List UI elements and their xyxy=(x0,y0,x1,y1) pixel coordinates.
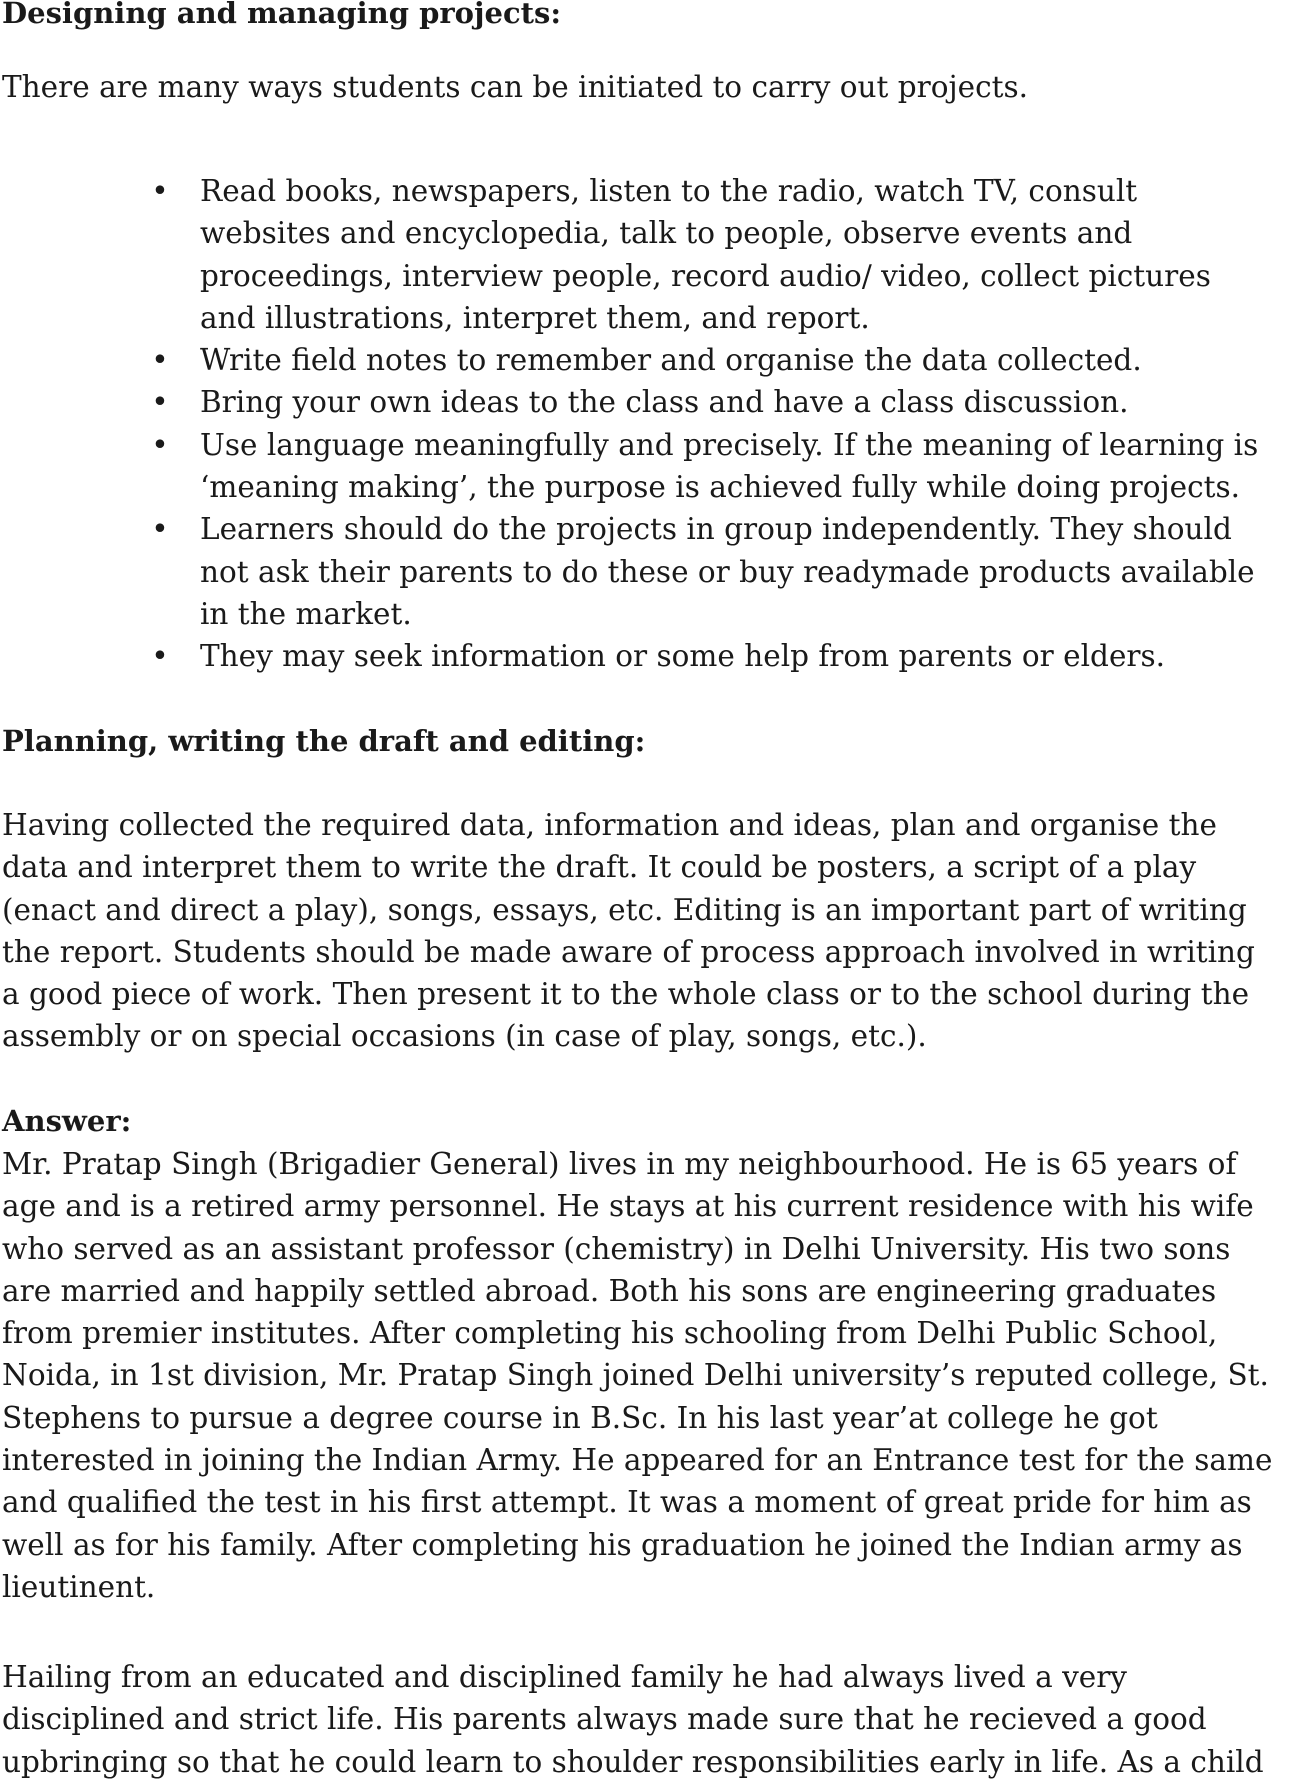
list-item-line: Learners should do the projects in group independently. They should xyxy=(200,512,1232,547)
bullet-icon: • xyxy=(151,512,169,547)
paragraph-line: Noida, in 1st division, Mr. Pratap Singh joined Delhi university’s reputed college, St. xyxy=(2,1358,1269,1393)
answer-paragraph-2 xyxy=(2,1656,1287,1783)
bullet-icon: • xyxy=(151,385,169,420)
paragraph-line: (enact and direct a play), songs, essays, etc. Editing is an important part of writing xyxy=(2,892,1247,927)
section-heading-planning: Planning, writing the draft and editing: xyxy=(2,724,646,758)
paragraph-line: who served as an assistant professor (chemistry) in Delhi University. His two sons xyxy=(2,1231,1231,1266)
paragraph-line: assembly or on special occasions (in case of play, songs, etc.). xyxy=(2,1019,927,1054)
paragraph-line: a good piece of work. Then present it to the whole class or to the school during the xyxy=(2,977,1250,1012)
list-item xyxy=(150,508,1285,635)
list-item xyxy=(150,635,1285,677)
paragraph-line: Stephens to pursue a degree course in B.Sc. In his last year’at college he got xyxy=(2,1400,1158,1435)
bullet-icon: • xyxy=(151,639,169,674)
list-item-line: They may seek information or some help from parents or elders. xyxy=(200,639,1166,674)
answer-paragraph-1 xyxy=(2,1143,1287,1608)
list-item xyxy=(150,339,1285,381)
paragraph-line: interested in joining the Indian Army. He appeared for an Entrance test for the same xyxy=(2,1443,1273,1478)
list-item-line: Read books, newspapers, listen to the radio, watch TV, consult xyxy=(200,174,1138,208)
list-item-line: Use language meaningfully and precisely. If the meaning of learning is xyxy=(200,427,1259,462)
list-item-line: in the market. xyxy=(200,596,412,631)
list-item xyxy=(150,424,1285,509)
bullet-icon: • xyxy=(151,174,169,208)
paragraph-line: age and is a retired army personnel. He stays at his current residence with his wife xyxy=(2,1189,1254,1224)
section-heading-designing: Designing and managing projects: xyxy=(2,0,562,30)
list-item-line: Write field notes to remember and organise the data collected. xyxy=(200,343,1142,378)
list-item-line: not ask their parents to do these or buy readymade products available xyxy=(200,554,1255,589)
project-ideas-list xyxy=(150,170,1285,678)
paragraph-line: and qualified the test in his first attempt. It was a moment of great pride for him as xyxy=(2,1485,1252,1520)
list-item xyxy=(150,170,1285,339)
list-item-line: websites and encyclopedia, talk to people, observe events and xyxy=(200,216,1133,251)
planning-paragraph xyxy=(2,804,1287,1058)
paragraph-line: the report. Students should be made aware of process approach involved in writing xyxy=(2,934,1255,969)
list-item-line: proceedings, interview people, record audio/ video, collect pictures xyxy=(200,258,1211,293)
list-item-line: ‘meaning making’, the purpose is achieved fully while doing projects. xyxy=(200,470,1240,505)
intro-paragraph xyxy=(2,66,1287,108)
paragraph-line: well as for his family. After completing his graduation he joined the Indian army as xyxy=(2,1527,1243,1562)
paragraph-line: from premier institutes. After completing his schooling from Delhi Public School, xyxy=(2,1316,1218,1351)
paragraph-line: Having collected the required data, information and ideas, plan and organise the xyxy=(2,808,1217,842)
answer-heading: Answer: xyxy=(2,1104,132,1138)
bullet-icon: • xyxy=(151,427,169,462)
paragraph-line: lieutinent. xyxy=(2,1569,156,1604)
paragraph-line: Mr. Pratap Singh (Brigadier General) lives in my neighbourhood. He is 65 years of xyxy=(2,1147,1237,1181)
paragraph-line: Hailing from an educated and disciplined family he had always lived a very xyxy=(2,1660,1127,1694)
intro-line: There are many ways students can be initiated to carry out projects. xyxy=(2,70,1029,104)
paragraph-line: data and interpret them to write the draft. It could be posters, a script of a play xyxy=(2,850,1197,885)
list-item-line: Bring your own ideas to the class and have a class discussion. xyxy=(200,385,1129,420)
paragraph-line: upbringing so that he could learn to shoulder responsibilities early in life. As a child xyxy=(2,1744,1264,1779)
list-item-line: and illustrations, interpret them, and report. xyxy=(200,300,870,335)
paragraph-line: disciplined and strict life. His parents always made sure that he recieved a good xyxy=(2,1702,1207,1737)
list-item xyxy=(150,381,1285,423)
bullet-icon: • xyxy=(151,343,169,378)
paragraph-line: are married and happily settled abroad. Both his sons are engineering graduates xyxy=(2,1273,1217,1308)
